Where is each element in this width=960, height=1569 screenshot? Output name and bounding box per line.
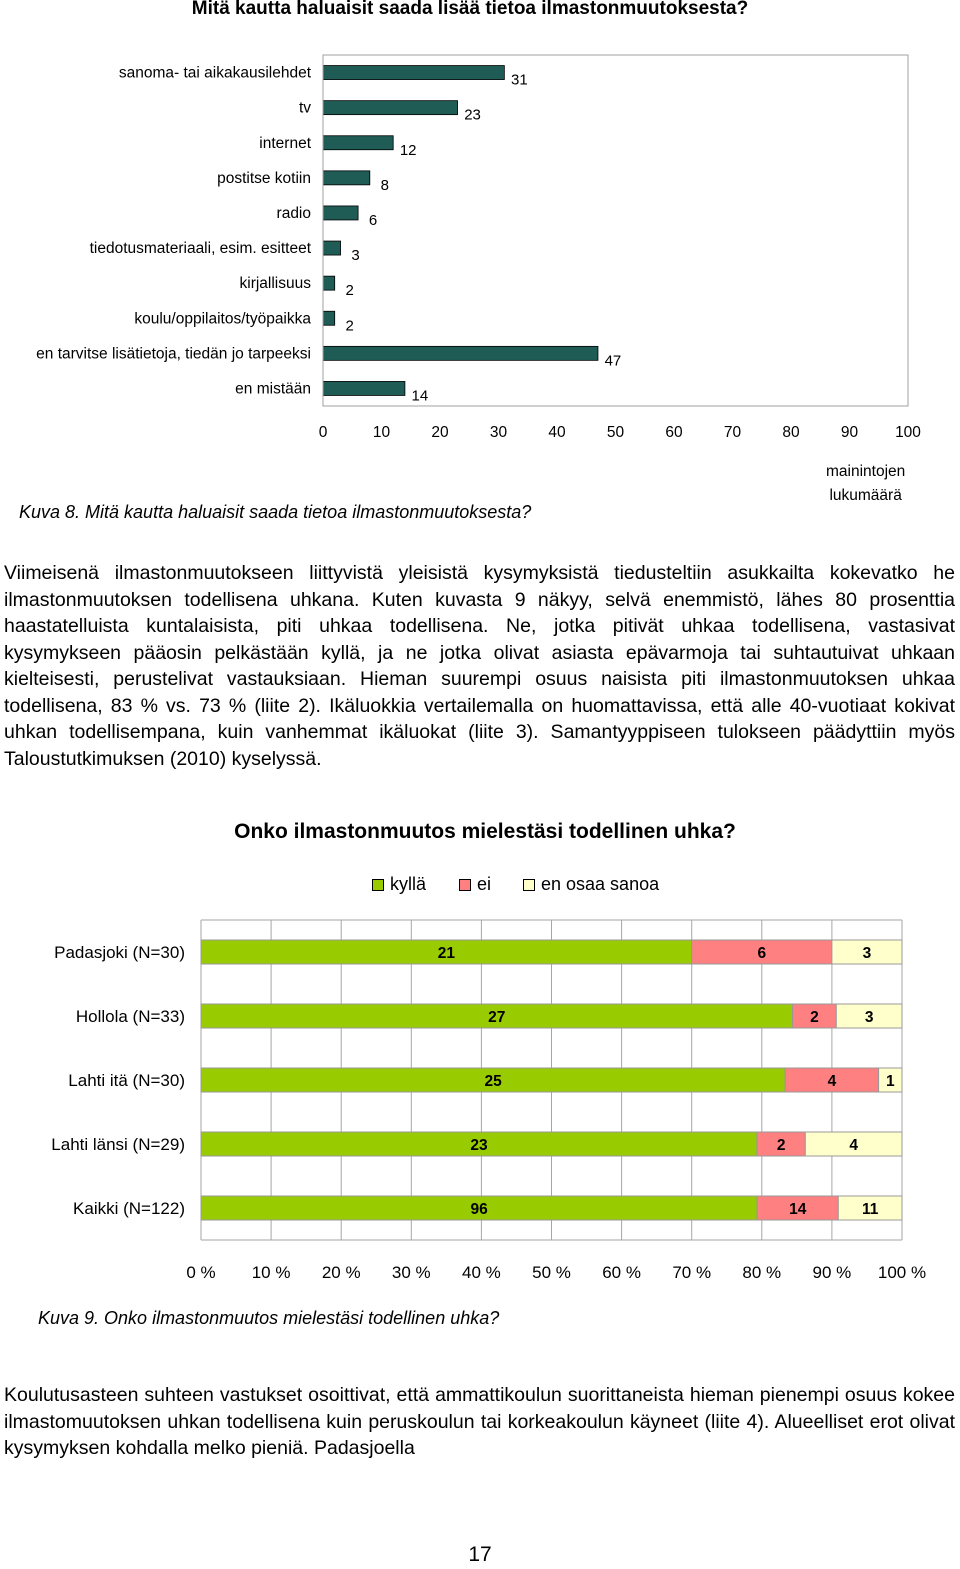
- legend-label-kylla: kyllä: [390, 874, 427, 894]
- chart1-category-label: kirjallisuus: [239, 275, 311, 293]
- chart2-category-label: Lahti länsi (N=29): [51, 1135, 185, 1154]
- chart1-bar-postitse-kotiin: [323, 171, 370, 185]
- chart1-x-tick-label: 0: [318, 424, 328, 441]
- chart1-bar-radio: [323, 206, 358, 220]
- chart2-x-tick-label: 10 %: [251, 1263, 291, 1282]
- chart1-data-label: 2: [345, 317, 354, 335]
- chart2-data-label: 3: [864, 1009, 874, 1026]
- chart1-category-label: postitse kotiin: [217, 169, 311, 187]
- legend-label-en-osaa-sanoa: en osaa sanoa: [541, 874, 660, 894]
- chart2-data-label: 6: [757, 945, 767, 962]
- chart1-data-label: 23: [464, 106, 481, 124]
- chart1-data-label: 8: [380, 176, 389, 194]
- figure8-caption: Kuva 8. Mitä kautta haluaisit saada tietoa ilmastonmuutoksesta?: [19, 502, 532, 522]
- chart2-x-tick-label: 50 %: [532, 1263, 571, 1282]
- chart1-category-label: internet: [259, 134, 311, 152]
- chart2-data-label: 21: [437, 945, 455, 962]
- chart1-title: Mitä kautta haluaisit saada lisää tietoa ilmastonmuutoksesta?: [191, 0, 749, 19]
- chart2-x-tick-label: 40 %: [462, 1263, 501, 1282]
- chart2-data-label: 2: [810, 1009, 819, 1026]
- legend-item-kylla: [372, 874, 426, 895]
- chart2-x-tick-label: 60 %: [602, 1263, 641, 1282]
- chart1-x-tick-label: 60: [665, 424, 683, 441]
- chart1-data-label: 2: [345, 282, 354, 300]
- body-paragraph-2: [4, 1382, 955, 1462]
- chart2-data-label: 2: [776, 1137, 786, 1154]
- chart2-data-label: 1: [886, 1073, 895, 1090]
- chart1-data-label: 14: [411, 387, 429, 405]
- chart1-axis-label: [826, 460, 905, 508]
- legend-item-en-osaa-sanoa: [523, 874, 659, 895]
- legend-swatch-kylla: [372, 879, 384, 891]
- chart1-axis-label-line2: lukumäärä: [829, 487, 902, 504]
- chart2-data-label: 3: [862, 945, 872, 962]
- chart1-x-tick-label: 50: [606, 424, 625, 441]
- chart1-x-tick-label: 70: [723, 424, 742, 441]
- chart1-category-label: tiedotusmateriaali, esim. esitteet: [89, 240, 311, 258]
- chart1-bar-tv: [323, 101, 458, 115]
- chart2-x-tick-label: 90 %: [812, 1263, 852, 1282]
- legend-swatch-ei: [459, 879, 471, 891]
- chart1-x-tick-label: 20: [431, 424, 449, 441]
- chart2-x-tick-label: 100 %: [877, 1263, 927, 1282]
- chart1-bar-koulu-oppilaitos-työpaikka: [323, 311, 335, 325]
- chart2-data-label: 23: [470, 1137, 488, 1154]
- chart2-x-tick-label: 20 %: [321, 1263, 361, 1282]
- chart1-bar-tiedotusmateriaali-esim-esitteet: [323, 241, 341, 255]
- chart2-title: Onko ilmastonmuutos mielestäsi todellinen uhka?: [234, 820, 736, 843]
- chart1-category-label: radio: [276, 204, 311, 222]
- chart1-data-label: 3: [351, 247, 360, 265]
- chart1-data-label: 12: [399, 141, 417, 159]
- chart2-data-label: 25: [484, 1073, 502, 1090]
- chart1-bar-sanoma-tai-aikakausilehdet: [323, 66, 504, 80]
- chart1-x-tick-label: 10: [372, 424, 391, 441]
- chart2-data-label: 14: [789, 1201, 807, 1218]
- chart1-x-tick-label: 30: [489, 424, 508, 441]
- chart2-x-tick-label: 70 %: [672, 1263, 712, 1282]
- chart1-bar-internet: [323, 136, 393, 150]
- page-number: 17: [468, 1543, 492, 1566]
- chart1-x-tick-label: 90: [840, 424, 859, 441]
- chart1-x-tick-label: 40: [548, 424, 566, 441]
- chart1-bar-en-tarvitse-lisätietoja-tiedän-jo-tarpeeksi: [323, 346, 598, 360]
- chart1-category-label: en tarvitse lisätietoja, tiedän jo tarpeeksi: [36, 345, 311, 363]
- chart2-category-label: Lahti itä (N=30): [68, 1071, 185, 1090]
- chart1-axis-label-line1: mainintojen: [826, 463, 906, 480]
- chart2-x-tick-label: 0 %: [186, 1263, 216, 1282]
- chart1-data-label: 47: [604, 352, 622, 370]
- chart1-category-label: tv: [298, 99, 311, 117]
- chart1-category-label: koulu/oppilaitos/työpaikka: [134, 310, 311, 328]
- legend-item-ei: [459, 874, 491, 895]
- legend-swatch-en-osaa-sanoa: [523, 879, 535, 891]
- chart1-category-label: en mistään: [235, 380, 311, 398]
- chart2-stacked-bar-chart: [0, 900, 960, 1300]
- chart2-category-label: Kaikki (N=122): [73, 1199, 185, 1218]
- chart2-category-label: Padasjoki (N=30): [54, 943, 185, 962]
- chart1-bar-chart: [0, 0, 960, 500]
- body-paragraph-1: [4, 560, 955, 772]
- chart2-x-tick-label: 80 %: [742, 1263, 782, 1282]
- body-paragraph-1-text: Viimeisenä ilmastonmuutokseen liittyvistä yleisistä kysymyksistä tiedusteltiin asukkailta kokevatko he ilmastonmuutoksen todellisena uhkana. Kuten kuvasta 9 näkyy, selvä enemmistö, lähes 80 prosenttia haastatelluista kuntalaisista, piti uhkaa todellisena. Ne, jotka pitivät uhkaa todellisena, vastasivat kysymykseen pääosin pelkästään kyllä, ja ne jotka olivat asiasta epävarmoja tai suhtautuivat uhkaan kielteisesti, perustelivat vastauksiaan. Hieman suurempi osuus naisista piti ilmastonmuutoksen uhkaa todellisena, 83 % vs. 73 % (liite 2). Ikäluokkia vertailemalla on huomattavissa, että alle 40-vuotiaat kokivat uhkan todellisempana, kuin vanhemmat ikäluokat (liite 3). Samantyyppiseen tulokseen päädyttiin myös Taloustutkimuksen (2010) kyselyssä.: [4, 562, 955, 770]
- chart1-x-tick-label: 100: [895, 424, 921, 441]
- chart2-x-tick-label: 30 %: [391, 1263, 431, 1282]
- chart1-category-label: sanoma- tai aikakausilehdet: [118, 64, 311, 82]
- chart1-x-tick-label: 80: [782, 424, 800, 441]
- chart2-data-label: 96: [470, 1201, 488, 1218]
- chart2-data-label: 11: [861, 1201, 879, 1218]
- chart2-category-label: Hollola (N=33): [75, 1007, 185, 1026]
- chart1-bar-en-mistään: [323, 381, 405, 395]
- legend-label-ei: ei: [477, 874, 492, 894]
- figure9-caption: Kuva 9. Onko ilmastonmuutos mielestäsi todellinen uhka?: [38, 1308, 500, 1328]
- body-paragraph-2-text: Koulutusasteen suhteen vastukset osoittivat, että ammattikoulun suorittaneista hieman pienempi osuus kokee ilmastomuutoksen uhkan todellisena kuin peruskoulun tai korkeakoulun käyneet (liite 4). Alueelliset erot olivat kysymyksen kohdalla melko pieniä. Padasjoella: [4, 1384, 955, 1459]
- chart2-data-label: 4: [827, 1073, 837, 1090]
- chart2-data-label: 4: [849, 1137, 858, 1154]
- chart1-bar-kirjallisuus: [323, 276, 335, 290]
- chart2-data-label: 27: [488, 1009, 506, 1026]
- chart1-data-label: 31: [511, 71, 528, 89]
- chart1-data-label: 6: [368, 211, 378, 229]
